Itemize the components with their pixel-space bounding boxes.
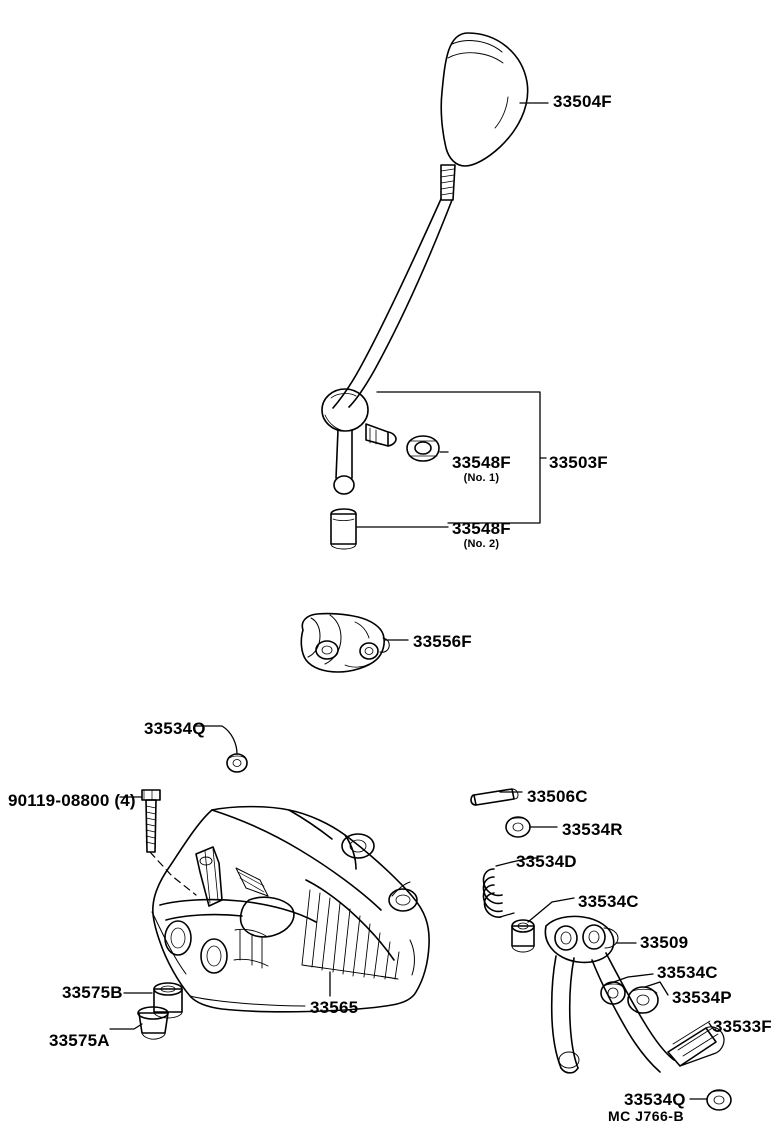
- part-label-text: 33548F: [452, 453, 511, 472]
- part-label-33575A: [49, 1031, 110, 1051]
- part-label-text: 33534Q: [624, 1090, 686, 1109]
- part-label-text: 33548F: [452, 519, 511, 538]
- part-33556F: [301, 614, 389, 672]
- part-label-33534C-lower: [657, 963, 718, 983]
- part-label-text: 33575B: [62, 983, 123, 1002]
- drawing-code: MC J766-B: [608, 1108, 685, 1124]
- part-33534C-upper: [512, 920, 534, 952]
- part-label-33506C: [527, 787, 588, 807]
- part-label-33503F: [549, 453, 608, 473]
- part-33534C-lower: [601, 982, 625, 1004]
- lever-knurl: [441, 165, 455, 200]
- part-label-33548F-no1: [452, 453, 511, 484]
- part-label-33556F: [413, 632, 472, 652]
- part-label-33534D: [516, 852, 577, 872]
- bushing-33548F-no2: [331, 509, 356, 549]
- part-33534Q-top: [227, 754, 247, 772]
- lever-ball-pivot: [322, 389, 396, 494]
- part-label-text: 33503F: [549, 453, 608, 472]
- part-label-text: 33575A: [49, 1031, 110, 1050]
- part-label-text: 90119-08800 (4): [8, 791, 136, 810]
- part-label-text: 33509: [640, 933, 689, 952]
- part-label-text: 33534C: [657, 963, 718, 982]
- part-label-33575B: [62, 983, 123, 1003]
- shift-lever-shaft: [333, 199, 452, 408]
- part-label-33509: [640, 933, 688, 953]
- part-label-33533F: [713, 1017, 772, 1037]
- part-label-33534Q-bottom: [624, 1090, 686, 1110]
- part-label-text: 33506C: [527, 787, 588, 806]
- part-label-sub: (No. 2): [463, 538, 500, 550]
- part-33534D: [483, 862, 514, 917]
- part-label-sub: (No. 1): [463, 472, 500, 484]
- part-label-text: 33504F: [553, 92, 612, 111]
- part-33534Q-bottom: [707, 1090, 731, 1110]
- part-label-text: 33565: [310, 998, 359, 1017]
- part-label-33534R: [562, 820, 623, 840]
- part-label-33534P: [672, 988, 732, 1008]
- leader-lines: [110, 103, 714, 1099]
- part-label-33534C-upper: [578, 892, 639, 912]
- part-label-text: 33534Q: [144, 719, 206, 738]
- part-label-text: 33534D: [516, 852, 577, 871]
- part-90119-08800-bolt: [142, 790, 160, 852]
- part-33534R: [506, 817, 530, 837]
- part-label-text: 33534P: [672, 988, 732, 1007]
- part-label-90119-08800: [8, 791, 136, 811]
- part-label-33534Q-top: [144, 719, 206, 739]
- part-label-33504F: [553, 92, 612, 112]
- shift-knob: [441, 33, 527, 166]
- part-label-33565: [310, 998, 358, 1018]
- part-label-text: 33534R: [562, 820, 623, 839]
- part-label-text: 33534C: [578, 892, 639, 911]
- part-33565-housing: [152, 807, 429, 1012]
- part-33534P: [628, 987, 658, 1013]
- part-label-text: 33533F: [713, 1017, 772, 1036]
- part-label-text: 33556F: [413, 632, 472, 651]
- bushing-33548F-no1: [407, 436, 439, 461]
- part-label-33548F-no2: [452, 519, 511, 550]
